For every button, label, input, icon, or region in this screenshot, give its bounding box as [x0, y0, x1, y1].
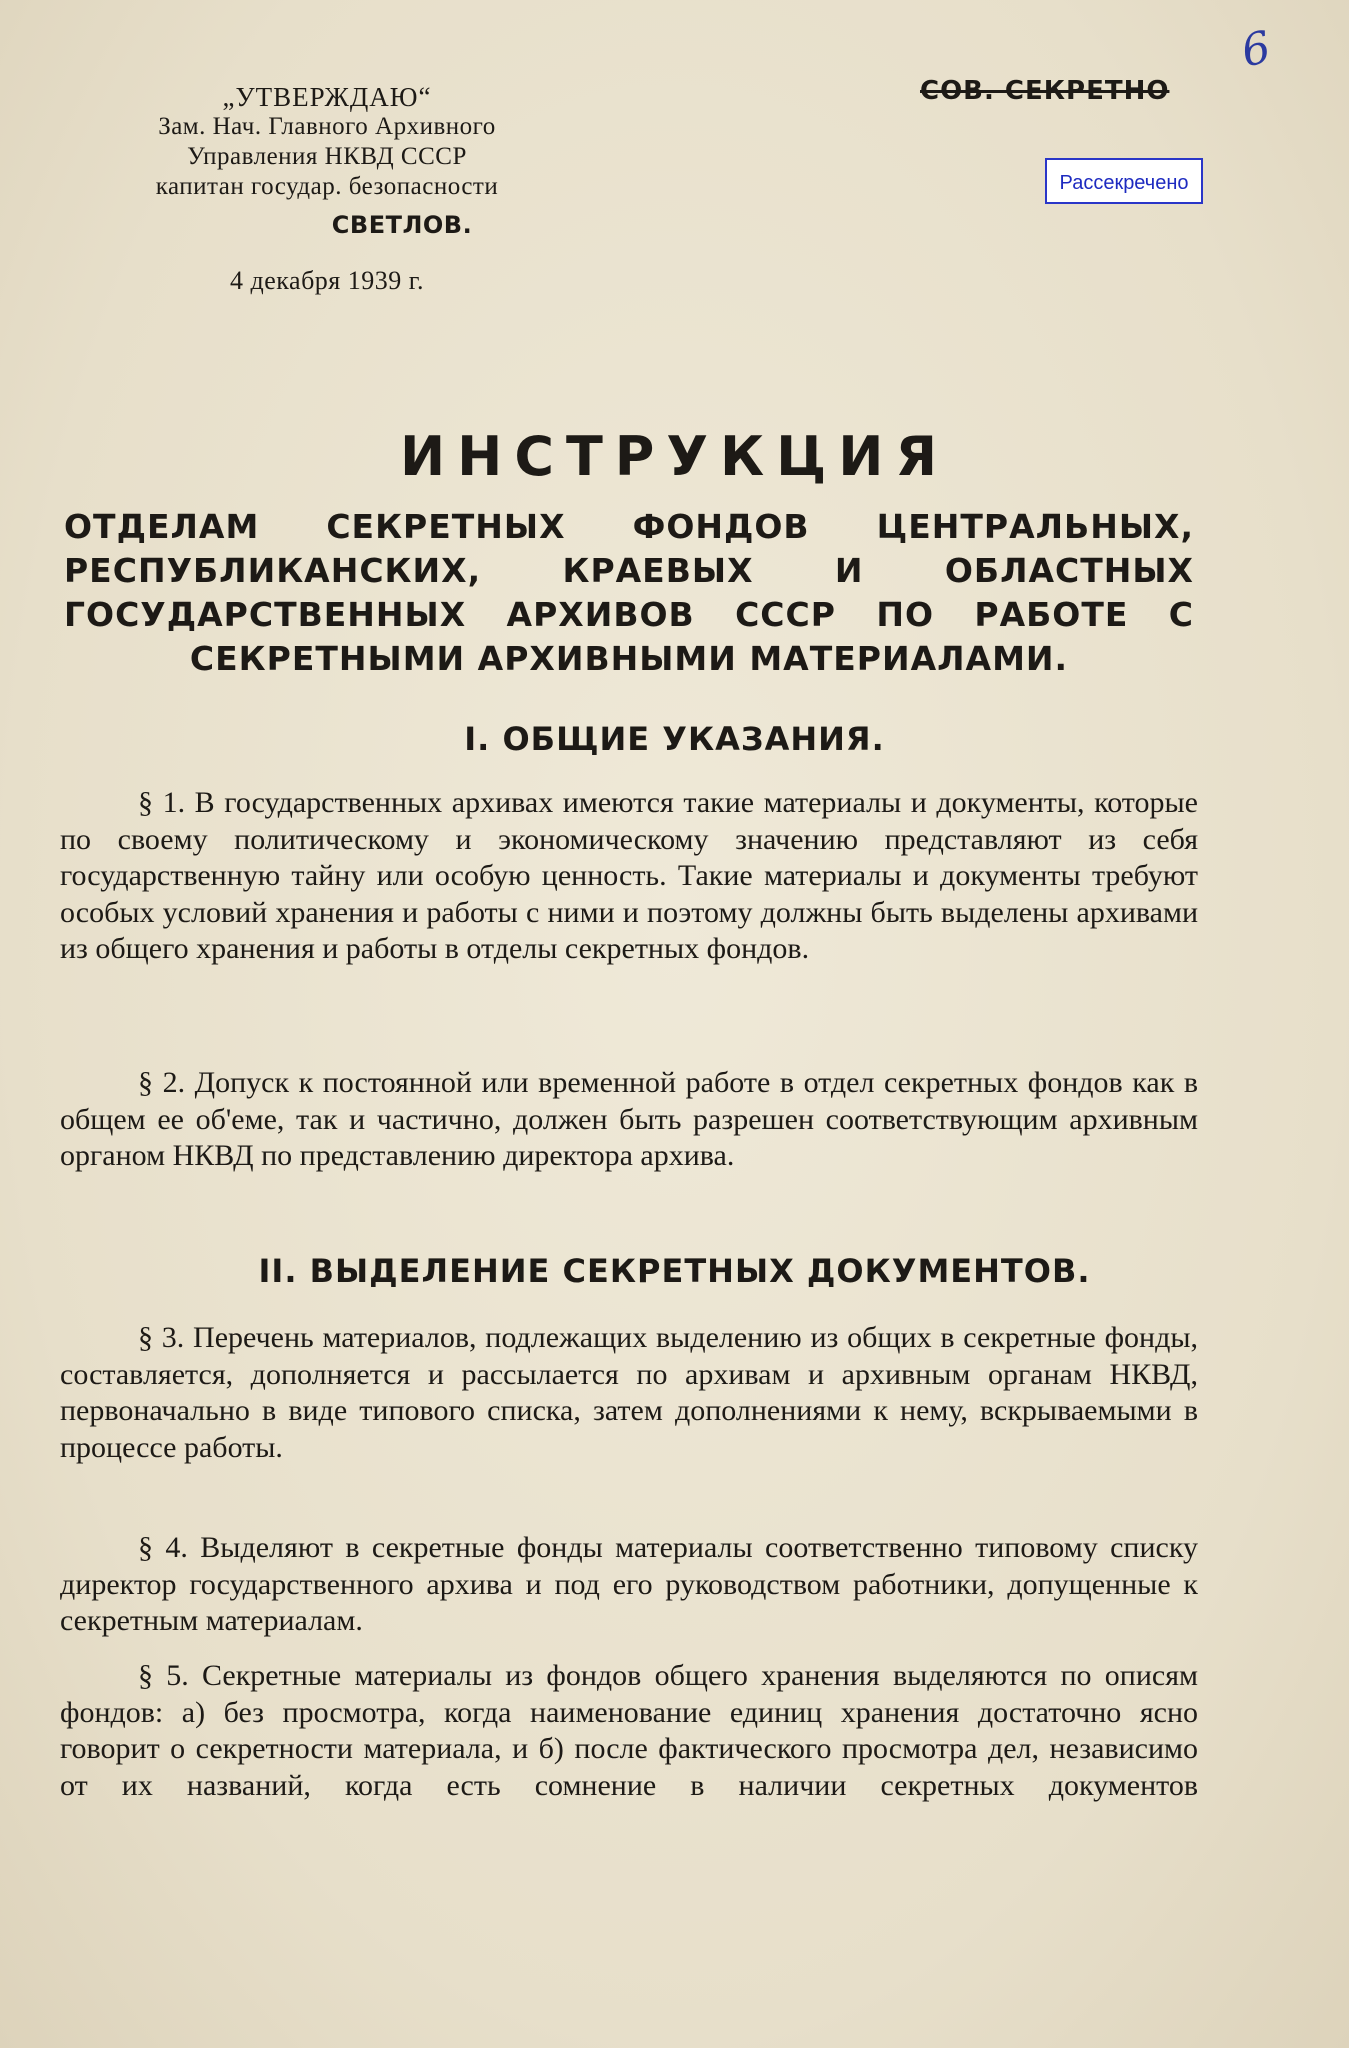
paragraph: § 2. Допуск к постоянной или временной работе в отдел секретных фондов как в общем ее об'еме, так и частично, должен быть разрешен соответствующим архивным органом НКВД по представлению директора архива.	[60, 1066, 1198, 1172]
paragraph: § 1. В государственных архивах имеются такие материалы и документы, которые по своему политическому и экономическому значению представляют из себя государственную тайну или особую ценность. Такие материалы и документы требуют особых условий хранения и работы с ними и поэтому должны быть выделены архивами из общего хранения и работы в отделы секретных фондов.	[60, 786, 1198, 965]
declassified-stamp: Рассекречено	[1045, 158, 1203, 204]
section-heading: I. ОБЩИЕ УКАЗАНИЯ.	[464, 720, 885, 758]
approval-line: Управления НКВД СССР	[187, 143, 467, 170]
document-subtitle: ОТДЕЛАМ СЕКРЕТНЫХ ФОНДОВ ЦЕНТРАЛЬНЫХ, РЕСПУБЛИКАНСКИХ, КРАЕВЫХ И ОБЛАСТНЫХ ГОСУДАРСТВЕННЫХ АРХИВОВ СССР ПО РАБОТЕ С СЕКРЕТНЫМИ АРХИВНЫМИ МАТЕРИАЛАМИ.	[64, 507, 1194, 678]
paragraph: § 3. Перечень материалов, подлежащих выделению из общих в секретные фонды, составляется, дополняется и рассылается по архивам и архивным органам НКВД, первоначально в виде типового списка, затем дополнениями к нему, вскрываемыми в процессе работы.	[60, 1321, 1198, 1464]
approval-signature: СВЕТЛОВ.	[331, 211, 473, 239]
approval-block	[92, 82, 562, 296]
page-number: 6	[1237, 21, 1275, 78]
approval-line: Зам. Нач. Главного Архивного	[158, 113, 496, 140]
document-title: ИНСТРУКЦИЯ	[399, 425, 950, 488]
approval-date: 4 декабря 1939 г.	[230, 266, 424, 295]
paragraph: § 4. Выделяют в секретные фонды материалы соответственно типовому списку директор государственного архива и под его руководством работники, допущенные к секретным материалам.	[60, 1531, 1198, 1637]
section-heading: II. ВЫДЕЛЕНИЕ СЕКРЕТНЫХ ДОКУМЕНТОВ.	[258, 1252, 1091, 1290]
approval-header: „УТВЕРЖДАЮ“	[222, 82, 432, 112]
paragraph: § 5. Секретные материалы из фондов общего хранения выделяются по описям фондов: а) без просмотра, когда наименование единиц хранения достаточно ясно говорит о секретности материала, и б) после фактического просмотра дел, независимо от их названий, когда есть сомнение в наличии секретных документов	[60, 1659, 1198, 1802]
approval-line: капитан государ. безопасности	[155, 173, 499, 200]
classification-mark: СОВ. СЕКРЕТНО	[920, 76, 1170, 106]
